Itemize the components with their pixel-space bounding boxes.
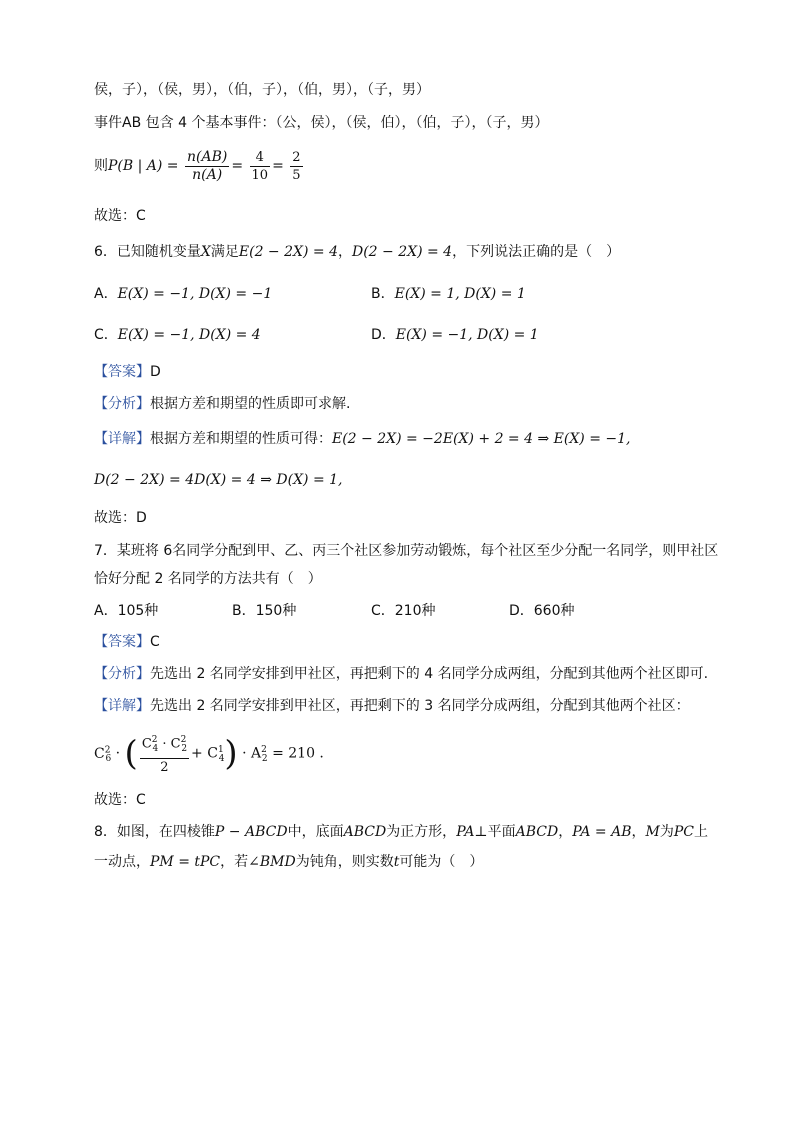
- q6-detail-equation: D(2 − 2X) = 4D(X) = 4 ⇒ D(X) = 1,: [94, 472, 343, 488]
- q7-analysis: 【分析】先选出 2 名同学安排到甲社区，再把剩下的 4 名同学分成两组，分配到其他两个社区即可.: [94, 666, 709, 682]
- question-7-stem: 7．某班将 6名同学分配到甲、乙、丙三个社区参加劳动锻炼，每个社区至少分配一名同学，则甲社区: [94, 543, 719, 559]
- fraction: $\frac{2}{5}$: [292, 149, 301, 183]
- conditional-probability-formula: 则P(B | A) = $\frac{n(AB)}{n(A)}$ = $\frac{4}{10}$ = $\frac{2}{5}$: [94, 148, 301, 183]
- q6-option-a: A．E(X) = −1, D(X) = −1: [94, 286, 273, 302]
- text-line: 侯，子），（侯，男），（伯，子），（伯，男），（子，男）: [94, 82, 430, 98]
- text-line: 事件AB 包含 4 个基本事件：（公，侯），（侯，伯），（伯，子），（子，男）: [94, 115, 549, 131]
- q7-answer: 【答案】C: [94, 634, 160, 650]
- fraction: $\frac{n(AB)}{n(A)}$: [187, 148, 228, 183]
- question-8-stem: 8．如图，在四棱锥P − ABCD中，底面ABCD为正方形，PA⊥平面ABCD，PA = AB，M为PC上: [94, 824, 708, 840]
- q6-choice: 故选：D: [94, 510, 147, 526]
- q7-option-c: C．210种: [371, 603, 436, 619]
- fraction: $\frac{4}{10}$: [251, 149, 269, 183]
- question-6-stem: 6．已知随机变量X满足E(2 − 2X) = 4，D(2 − 2X) = 4，下列说法正确的是（ ）: [94, 244, 621, 260]
- q7-option-a: A．105种: [94, 603, 159, 619]
- q7-option-b: B．150种: [232, 603, 297, 619]
- q7-detail: 【详解】先选出 2 名同学安排到甲社区，再把剩下的 3 名同学分成两组，分配到其他两个社区：: [94, 698, 690, 714]
- q6-option-b: B．E(X) = 1, D(X) = 1: [371, 286, 526, 302]
- choice-line: 故选：C: [94, 208, 146, 224]
- q6-option-c: C．E(X) = −1, D(X) = 4: [94, 327, 261, 343]
- q7-option-d: D．660种: [509, 603, 575, 619]
- q6-option-d: D．E(X) = −1, D(X) = 1: [371, 327, 539, 343]
- combination-formula: $C^2_6$ · ( $\frac{C^2_4 \cdot C^2_2}{2}$ + $C^1_4) \cdot A^2_2 = 210$ .: [94, 733, 324, 775]
- q6-analysis: 【分析】根据方差和期望的性质即可求解.: [94, 396, 351, 412]
- q7-choice: 故选：C: [94, 792, 146, 808]
- question-8-stem: 一动点，PM = tPC，若∠BMD为钝角，则实数t可能为（ ）: [94, 854, 484, 870]
- fraction: $\frac{C^2_4 \cdot C^2_2}{2}$: [140, 732, 189, 776]
- q6-detail: 【详解】根据方差和期望的性质可得：E(2 − 2X) = −2E(X) + 2 = 4 ⇒ E(X) = −1,: [94, 431, 631, 447]
- question-7-stem: 恰好分配 2 名同学的方法共有（ ）: [94, 571, 322, 587]
- q6-answer: 【答案】D: [94, 364, 161, 380]
